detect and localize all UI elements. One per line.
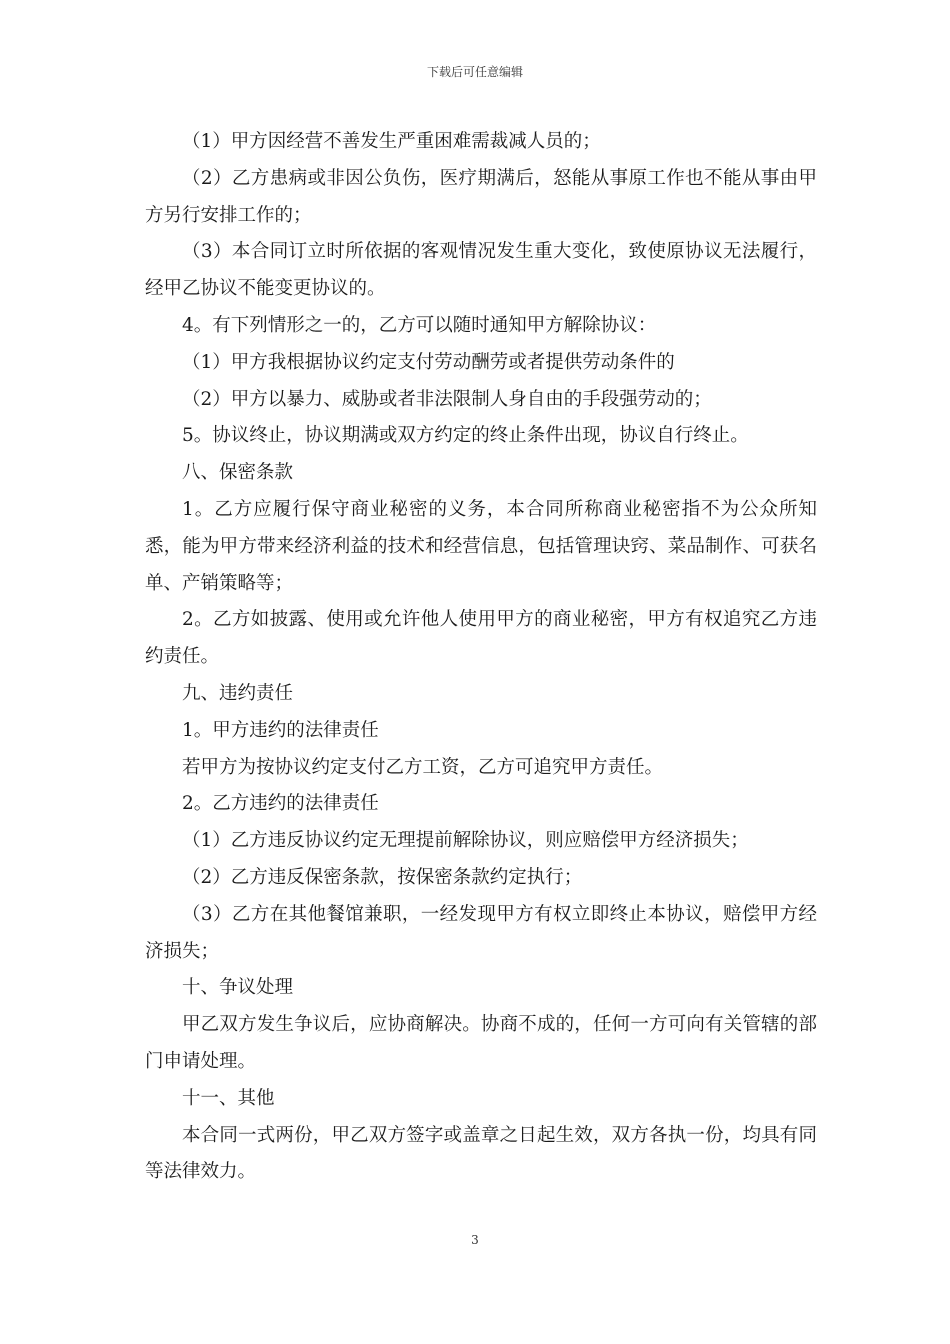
paragraph: 4。有下列情形之一的，乙方可以随时通知甲方解除协议： (182, 314, 657, 336)
header-text: 下载后可任意编辑 (426, 65, 523, 79)
paragraph: （1）乙方违反协议约定无理提前解除协议，则应赔偿甲方经济损失； (182, 830, 749, 852)
paragraph: 若甲方为按协议约定支付乙方工资，乙方可追究甲方责任。 (182, 756, 664, 778)
page-header (0, 64, 950, 80)
section-heading: 十一、其他 (182, 1087, 275, 1109)
paragraph: 本合同一式两份，甲乙双方签字或盖章之日起生效，双方各执一份，均具有同等法律效力。 (145, 1124, 817, 1183)
paragraph: （1）甲方因经营不善发生严重困难需裁减人员的； (182, 131, 601, 152)
paragraph: （2）甲方以暴力、威胁或者非法限制人身自由的手段强劳动的； (182, 388, 712, 410)
paragraph: （1）甲方我根据协议约定支付劳动酬劳或者提供劳动条件的 (182, 351, 675, 373)
page-number: 3 (471, 1233, 479, 1247)
paragraph: 1。甲方违约的法律责任 (182, 719, 379, 741)
paragraph: 1。乙方应履行保守商业秘密的义务，本合同所称商业秘密指不为公众所知悉，能为甲方带来经济利益的技术和经营信息，包括管理诀窍、菜品制作、可获名单、产销策略等； (145, 498, 817, 594)
paragraph: （2）乙方违反保密条款，按保密条款约定执行； (182, 866, 583, 888)
paragraph: 甲乙双方发生争议后，应协商解决。协商不成的，任何一方可向有关管辖的部门申请处理。 (145, 1014, 817, 1072)
document-body (145, 124, 817, 1191)
section-heading: 八、保密条款 (182, 462, 294, 484)
paragraph: 2。乙方违约的法律责任 (182, 793, 379, 815)
section-heading: 九、违约责任 (182, 682, 294, 704)
section-heading: 十、争议处理 (182, 977, 294, 999)
paragraph: 2。乙方如披露、使用或允许他人使用甲方的商业秘密，甲方有权追究乙方违约责任。 (145, 609, 817, 668)
paragraph: （3）乙方在其他餐馆兼职，一经发现甲方有权立即终止本协议，赔偿甲方经济损失； (145, 903, 817, 962)
page-footer (0, 1232, 950, 1248)
paragraph: 5。协议终止，协议期满或双方约定的终止条件出现，协议自行终止。 (182, 425, 749, 447)
paragraph: （3）本合同订立时所依据的客观情况发生重大变化，致使原协议无法履行，经甲乙协议不能变更协议的。 (145, 241, 817, 300)
paragraph: （2）乙方患病或非因公负伤，医疗期满后，怒能从事原工作也不能从事由甲方另行安排工作的； (145, 167, 817, 226)
